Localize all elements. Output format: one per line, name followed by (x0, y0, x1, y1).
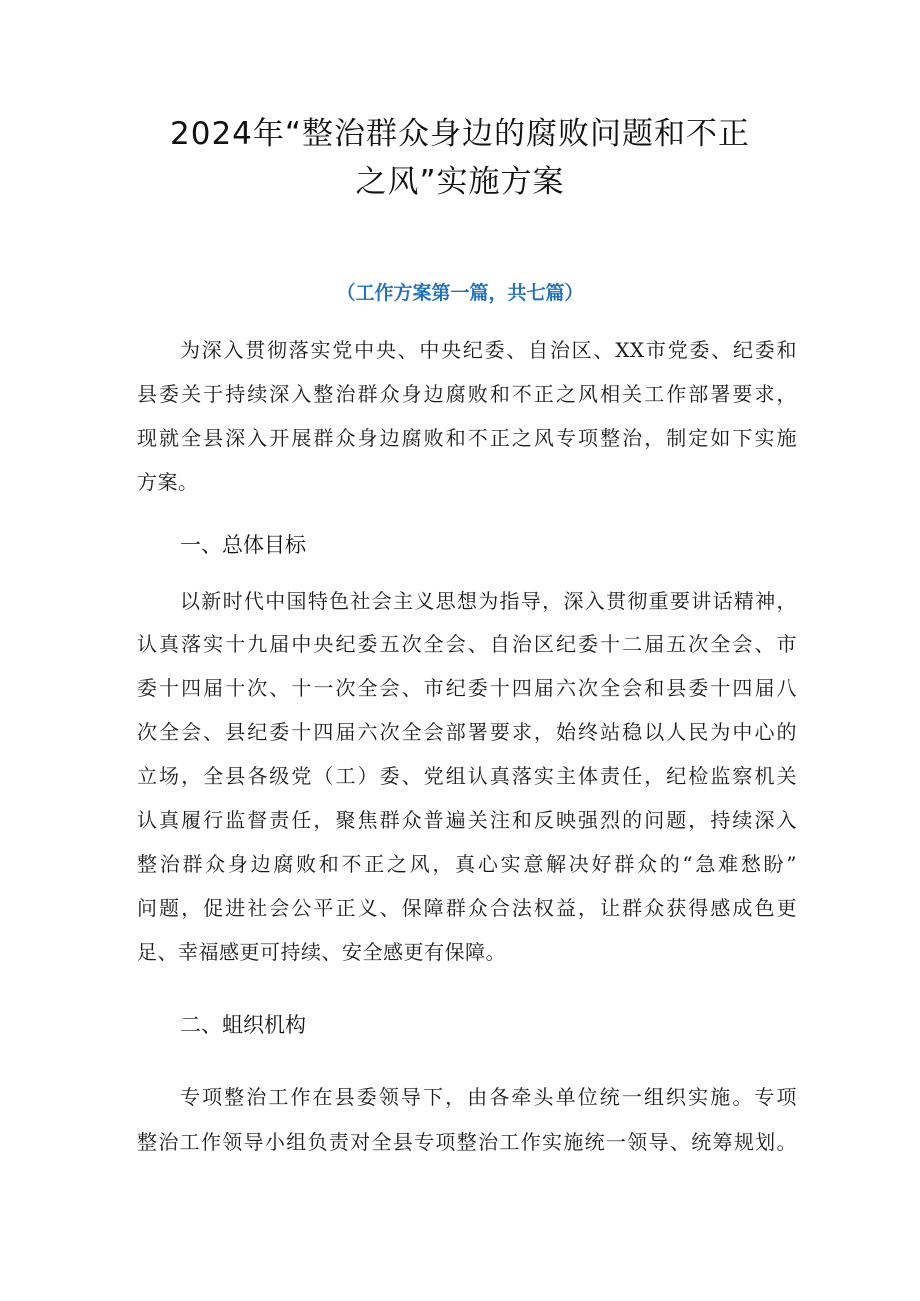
section-1-line-1: 以新时代中国特色社会主义思想为指导，深入贯彻重要讲话精神， (180, 589, 797, 613)
section-2-line-2: 整治工作领导小组负责对全县专项整治工作实施统一领导、统筹规划。 (137, 1130, 797, 1154)
section-1-line-2: 认真落实十九届中央纪委五次全会、自治区纪委十二届五次全会、市 (137, 632, 797, 656)
section-1-line-3: 委十四届十次、十一次全会、市纪委十四届六次全会和县委十四届八 (137, 676, 797, 700)
document-title-line-2: 之风”实施方案 (355, 164, 565, 200)
document-subtitle: （工作方案第一篇，共七篇） (336, 282, 584, 304)
section-2-line-1: 专项整治工作在县委领导下，由各牵头单位统一组织实施。专项 (180, 1085, 797, 1109)
section-1-line-9: 足、幸福感更可持续、安全感更有保障。 (137, 940, 506, 964)
section-1-line-4: 次全会、县纪委十四届六次全会部署要求，始终站稳以人民为中心的 (137, 720, 797, 744)
section-1-line-6: 认真履行监督责任，聚焦群众普遍关注和反映强烈的问题，持续深入 (137, 808, 797, 832)
section-1-line-7: 整治群众身边腐败和不正之风，真心实意解决好群众的“急难愁盼” (137, 852, 797, 876)
intro-line-1: 为深入贯彻落实党中央、中央纪委、自治区、XX市党委、纪委和 (180, 338, 797, 362)
intro-line-2: 县委关于持续深入整治群众身边腐败和不正之风相关工作部署要求， (137, 382, 797, 406)
section-1-heading: 一、总体目标 (180, 533, 306, 557)
document-title-line-1: 2024年“整治群众身边的腐败问题和不正 (170, 116, 750, 152)
section-1-line-5: 立场，全县各级党（工）委、党组认真落实主体责任，纪检监察机关 (137, 764, 797, 788)
section-1-line-8: 问题，促进社会公平正义、保障群众合法权益，让群众获得感成色更 (137, 896, 797, 920)
intro-line-3: 现就全县深入开展群众身边腐败和不正之风专项整治，制定如下实施 (137, 426, 797, 450)
intro-line-4: 方案。 (137, 470, 199, 494)
section-2-heading: 二、蛆织机构 (180, 1013, 306, 1037)
